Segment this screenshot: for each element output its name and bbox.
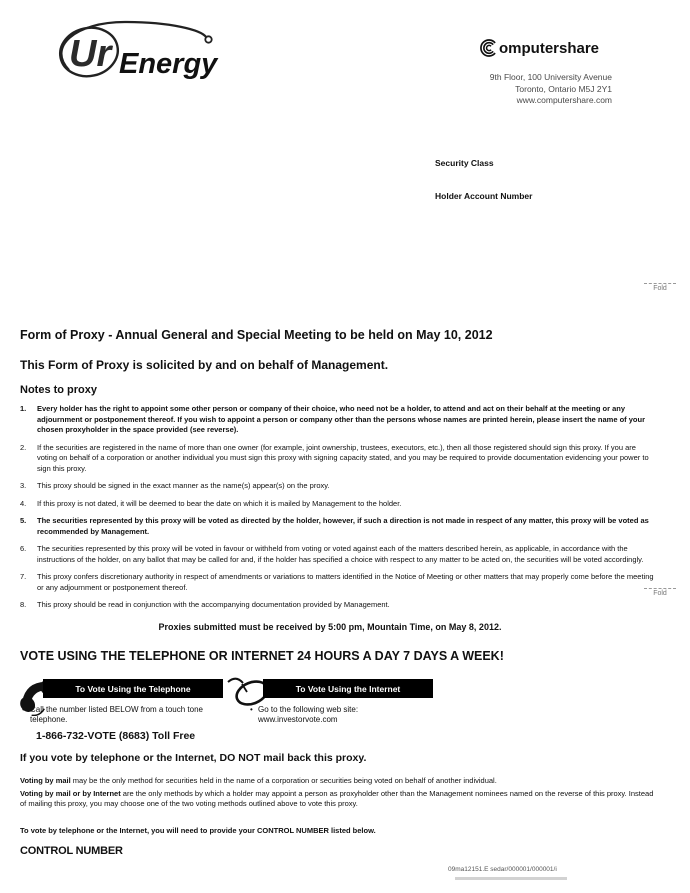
proxy-note-8 — [20, 600, 656, 611]
fold-label: Fold — [653, 285, 667, 292]
security-class-label: Security Class — [435, 158, 494, 168]
proxy-note-1 — [20, 404, 656, 436]
proxy-note-7 — [20, 572, 656, 593]
logo-swoosh-end-circle — [205, 36, 211, 42]
voting-by-mail-or-internet-paragraph — [20, 789, 660, 809]
telephone-instructions — [22, 705, 230, 725]
note-text: If the securities are registered in the name of more than one owner (for example, joint ownership, trustees, executors, etc.), then all those registered should sign this proxy. If you are voting on behalf of a corporation or another individual you must sign this proxy with signing capacity stated, and you may be required to provide documentation evidencing your power to sign this proxy. — [37, 442, 649, 473]
proxy-note-5 — [20, 516, 656, 537]
note-text: Every holder has the right to appoint some other person or company of their choice, who need not be a holder, to attend and act on their behalf at the meeting or any adjournment or postponement thereof. If you wish to appoint a person or company other than the persons whose names are printed herein, please insert the name of your chosen proxyholder in the space provided (see reverse). — [37, 404, 646, 434]
form-title: Form of Proxy - Annual General and Special Meeting to be held on May 10, 2012 — [20, 328, 493, 342]
internet-vote-bar: To Vote Using the Internet — [263, 679, 433, 698]
voting-by-mail-lead: Voting by mail — [20, 776, 71, 785]
note-number: 4. — [20, 498, 27, 508]
notes-list — [20, 404, 656, 618]
investorvote-website: www.investorvote.com — [258, 715, 338, 724]
vote-banner-heading: VOTE USING THE TELEPHONE OR INTERNET 24 HOURS A DAY 7 DAYS A WEEK! — [20, 649, 504, 663]
computershare-wordmark: omputershare — [499, 40, 600, 57]
internet-instructions — [250, 705, 435, 725]
fold-marker-top — [644, 283, 676, 293]
computershare-block — [392, 36, 612, 107]
bullet-icon: • — [22, 705, 25, 714]
voting-by-mail-or-internet-text: are the only methods by which a holder may appoint a person as proxyholder other than the Management nominees named on the reverse of this proxy. Instead of mailing this proxy, you may choose one of the two voting methods outlined above to vote this proxy. — [20, 789, 654, 808]
voting-by-mail-paragraph — [20, 776, 660, 786]
internet-instruction-item — [250, 705, 435, 715]
logo-c-arc-inner — [487, 45, 492, 50]
fold-dashed-line — [644, 283, 676, 284]
voting-by-mail-text: may be the only method for securities held in the name of a corporation or securities being voted on behalf of another individual. — [70, 776, 497, 785]
control-number-instruction: To vote by telephone or the Internet, you will need to provide your CONTROL NUMBER listed below. — [20, 826, 376, 835]
internet-instruction-text: Go to the following web site: — [258, 705, 359, 714]
note-text: This proxy should be signed in the exact manner as the name(s) appear(s) on the proxy. — [37, 481, 330, 490]
note-number: 6. — [20, 544, 27, 553]
do-not-mail-warning: If you vote by telephone or the Internet, DO NOT mail back this proxy. — [20, 752, 367, 764]
note-text: This proxy should be read in conjunction with the accompanying documentation provided by Management. — [37, 600, 390, 609]
bullet-icon: • — [250, 705, 253, 714]
note-number: 7. — [20, 572, 27, 581]
logo-c-arc-mid — [484, 43, 493, 54]
voting-methods-paragraphs — [20, 776, 660, 836]
note-number: 5. — [20, 516, 27, 525]
computershare-website: www.computershare.com — [516, 95, 612, 105]
document-code: 09ma12151.E sedar/000001/000001/i — [448, 866, 557, 873]
telephone-vote-bar: To Vote Using the Telephone — [43, 679, 223, 698]
note-text: This proxy confers discretionary authority in respect of amendments or variations to matters identified in the Notice of Meeting or other matters that may properly come before the meeting or any adjournment or postponement thereof. — [37, 572, 654, 592]
proxy-note-6 — [20, 544, 656, 565]
notes-to-proxy-heading: Notes to proxy — [20, 384, 98, 396]
note-number: 2. — [20, 442, 27, 452]
fold-label: Fold — [653, 590, 667, 597]
voting-by-mail-or-internet-lead: Voting by mail or by Internet — [20, 789, 121, 798]
telephone-instruction-item — [22, 705, 230, 725]
note-text: The securities represented by this proxy will be voted in favour or withheld from voting or voted against each of the matters described herein, as applicable, in accordance with the instructions of the holder, on any ballot that may be called for and, if the holder has specified a choice with respect to any matter to be acted on, the securities will be voted accordingly. — [37, 544, 644, 564]
control-number-label: CONTROL NUMBER — [20, 845, 123, 857]
proxy-deadline: Proxies submitted must be received by 5:00 pm, Mountain Time, on May 8, 2012. — [158, 622, 502, 632]
document-code-bar — [455, 877, 567, 880]
solicitation-statement: This Form of Proxy is solicited by and on behalf of Management. — [20, 358, 389, 372]
note-text: If this proxy is not dated, it will be deemed to bear the date on which it is mailed by Management to the holder. — [37, 498, 402, 508]
note-number: 3. — [20, 481, 27, 490]
proxy-note-4 — [20, 499, 656, 510]
note-number: 1. — [20, 404, 27, 413]
toll-free-number: 1-866-732-VOTE (8683) Toll Free — [36, 730, 196, 742]
proxy-note-3 — [20, 481, 656, 492]
proxy-note-2 — [20, 443, 656, 475]
holder-account-number-label: Holder Account Number — [435, 191, 533, 201]
computershare-logo — [480, 36, 612, 58]
computershare-address — [392, 72, 612, 107]
address-line-2: Toronto, Ontario M5J 2Y1 — [515, 83, 612, 94]
note-text: The securities represented by this proxy will be voted as directed by the holder, however, if such a direction is not made in respect of any matter, this proxy will be voted as recommended by Management. — [37, 516, 649, 536]
ur-energy-logo — [55, 20, 245, 80]
note-number: 8. — [20, 600, 27, 609]
telephone-instruction-text: Call the number listed BELOW from a touch tone telephone. — [30, 705, 203, 724]
logo-energy-text: Energy — [119, 48, 218, 80]
address-line-1: 9th Floor, 100 University Avenue — [489, 72, 612, 82]
logo-ur-text: Ur — [69, 33, 112, 75]
